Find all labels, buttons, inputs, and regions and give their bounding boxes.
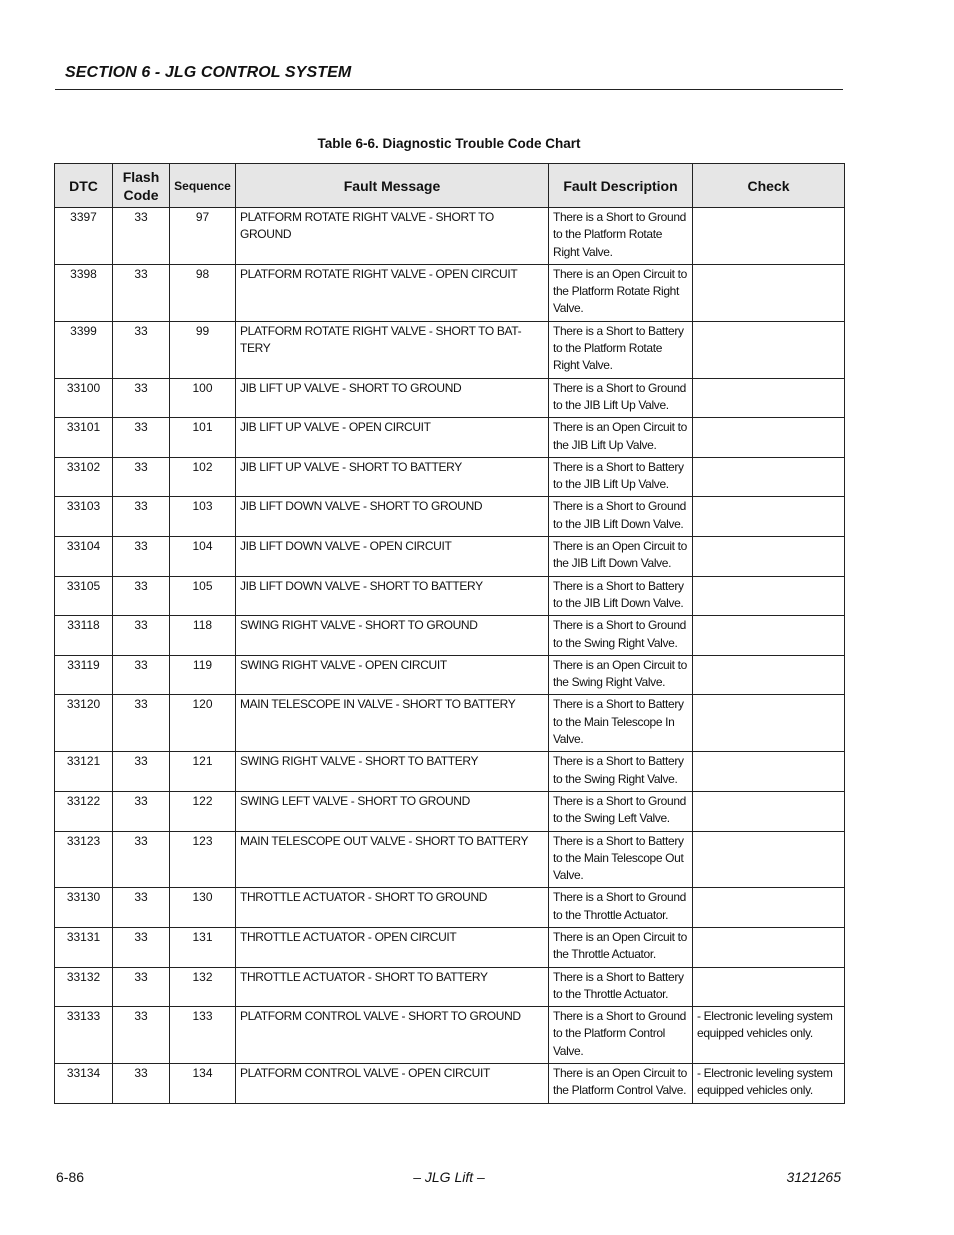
table-row — [55, 967, 845, 1007]
cell-dtc: 33123 — [55, 831, 113, 888]
cell-sequence: 122 — [170, 791, 236, 831]
cell-fault-message: PLATFORM ROTATE RIGHT VALVE - SHORT TO BAT-TERY — [236, 321, 549, 378]
cell-flash-code: 33 — [113, 1007, 170, 1064]
cell-fault-description: There is an Open Circuit to the Platform Control Valve. — [549, 1064, 693, 1104]
cell-check — [693, 576, 845, 616]
column-header-dtc: DTC — [55, 164, 113, 208]
cell-flash-code: 33 — [113, 457, 170, 497]
table-row — [55, 576, 845, 616]
cell-fault-description: There is a Short to Ground to the Platform Rotate Right Valve. — [549, 208, 693, 265]
table-row — [55, 537, 845, 577]
cell-flash-code: 33 — [113, 888, 170, 928]
cell-check: - Electronic leveling system equipped vehicles only. — [693, 1007, 845, 1064]
cell-sequence: 99 — [170, 321, 236, 378]
cell-sequence: 105 — [170, 576, 236, 616]
page-number: 6-86 — [56, 1169, 85, 1185]
table-row — [55, 927, 845, 967]
cell-flash-code: 33 — [113, 831, 170, 888]
cell-check — [693, 264, 845, 321]
table-row — [55, 457, 845, 497]
table-row — [55, 616, 845, 656]
cell-fault-message: PLATFORM CONTROL VALVE - SHORT TO GROUND — [236, 1007, 549, 1064]
cell-sequence: 98 — [170, 264, 236, 321]
cell-check — [693, 831, 845, 888]
cell-sequence: 121 — [170, 752, 236, 792]
cell-sequence: 103 — [170, 497, 236, 537]
cell-dtc: 33131 — [55, 927, 113, 967]
cell-fault-message: JIB LIFT UP VALVE - SHORT TO BATTERY — [236, 457, 549, 497]
cell-dtc: 33119 — [55, 655, 113, 695]
cell-check — [693, 967, 845, 1007]
cell-flash-code: 33 — [113, 791, 170, 831]
cell-dtc: 3397 — [55, 208, 113, 265]
table-row — [55, 1064, 845, 1104]
cell-fault-description: There is an Open Circuit to the JIB Lift Up Valve. — [549, 418, 693, 458]
cell-fault-message: JIB LIFT DOWN VALVE - OPEN CIRCUIT — [236, 537, 549, 577]
cell-check — [693, 927, 845, 967]
cell-fault-message: PLATFORM ROTATE RIGHT VALVE - SHORT TO GROUND — [236, 208, 549, 265]
cell-dtc: 33132 — [55, 967, 113, 1007]
cell-flash-code: 33 — [113, 927, 170, 967]
cell-dtc: 33100 — [55, 378, 113, 418]
table-row — [55, 264, 845, 321]
cell-check — [693, 537, 845, 577]
cell-flash-code: 33 — [113, 378, 170, 418]
cell-check — [693, 616, 845, 656]
cell-flash-code: 33 — [113, 576, 170, 616]
cell-dtc: 3399 — [55, 321, 113, 378]
cell-fault-message: THROTTLE ACTUATOR - OPEN CIRCUIT — [236, 927, 549, 967]
cell-fault-message: THROTTLE ACTUATOR - SHORT TO GROUND — [236, 888, 549, 928]
table-row — [55, 378, 845, 418]
cell-fault-description: There is a Short to Ground to the Platform Control Valve. — [549, 1007, 693, 1064]
cell-fault-description: There is an Open Circuit to the JIB Lift Down Valve. — [549, 537, 693, 577]
cell-sequence: 131 — [170, 927, 236, 967]
cell-dtc: 33121 — [55, 752, 113, 792]
table-title: Table 6-6. Diagnostic Trouble Code Chart — [317, 136, 581, 151]
cell-check — [693, 457, 845, 497]
cell-fault-description: There is a Short to Ground to the Swing Right Valve. — [549, 616, 693, 656]
cell-sequence: 102 — [170, 457, 236, 497]
table-row — [55, 655, 845, 695]
cell-fault-description: There is a Short to Ground to the Swing Left Valve. — [549, 791, 693, 831]
cell-fault-description: There is a Short to Battery to the JIB Lift Up Valve. — [549, 457, 693, 497]
cell-flash-code: 33 — [113, 321, 170, 378]
cell-sequence: 104 — [170, 537, 236, 577]
table-row — [55, 497, 845, 537]
table-row — [55, 752, 845, 792]
cell-flash-code: 33 — [113, 497, 170, 537]
cell-dtc: 33130 — [55, 888, 113, 928]
cell-dtc: 33101 — [55, 418, 113, 458]
cell-fault-message: SWING RIGHT VALVE - OPEN CIRCUIT — [236, 655, 549, 695]
cell-flash-code: 33 — [113, 616, 170, 656]
cell-sequence: 134 — [170, 1064, 236, 1104]
cell-dtc: 33134 — [55, 1064, 113, 1104]
cell-dtc: 33122 — [55, 791, 113, 831]
cell-check — [693, 378, 845, 418]
column-header-check: Check — [693, 164, 845, 208]
footer-publisher: – JLG Lift – — [413, 1169, 485, 1185]
cell-flash-code: 33 — [113, 1064, 170, 1104]
table-row — [55, 831, 845, 888]
table-row — [55, 208, 845, 265]
cell-check — [693, 418, 845, 458]
cell-fault-description: There is a Short to Battery to the Platform Rotate Right Valve. — [549, 321, 693, 378]
cell-sequence: 123 — [170, 831, 236, 888]
cell-dtc: 33103 — [55, 497, 113, 537]
cell-fault-message: MAIN TELESCOPE IN VALVE - SHORT TO BATTERY — [236, 695, 549, 752]
cell-fault-description: There is an Open Circuit to the Platform Rotate Right Valve. — [549, 264, 693, 321]
cell-dtc: 33105 — [55, 576, 113, 616]
cell-flash-code: 33 — [113, 537, 170, 577]
cell-fault-message: SWING RIGHT VALVE - SHORT TO GROUND — [236, 616, 549, 656]
cell-fault-description: There is a Short to Ground to the JIB Lift Up Valve. — [549, 378, 693, 418]
cell-sequence: 133 — [170, 1007, 236, 1064]
table-row — [55, 791, 845, 831]
cell-sequence: 132 — [170, 967, 236, 1007]
cell-check — [693, 208, 845, 265]
cell-check — [693, 321, 845, 378]
cell-fault-message: THROTTLE ACTUATOR - SHORT TO BATTERY — [236, 967, 549, 1007]
cell-fault-description: There is a Short to Battery to the Main Telescope Out Valve. — [549, 831, 693, 888]
cell-check — [693, 655, 845, 695]
cell-fault-message: MAIN TELESCOPE OUT VALVE - SHORT TO BATTERY — [236, 831, 549, 888]
cell-sequence: 118 — [170, 616, 236, 656]
column-header-flash-code: Flash Code — [113, 164, 170, 208]
cell-check — [693, 695, 845, 752]
cell-sequence: 97 — [170, 208, 236, 265]
cell-sequence: 100 — [170, 378, 236, 418]
cell-dtc: 3398 — [55, 264, 113, 321]
section-header: SECTION 6 - JLG CONTROL SYSTEM — [65, 64, 352, 81]
cell-fault-message: JIB LIFT DOWN VALVE - SHORT TO GROUND — [236, 497, 549, 537]
cell-check — [693, 497, 845, 537]
cell-flash-code: 33 — [113, 264, 170, 321]
cell-sequence: 119 — [170, 655, 236, 695]
cell-fault-message: PLATFORM ROTATE RIGHT VALVE - OPEN CIRCUIT — [236, 264, 549, 321]
table-body — [55, 208, 845, 1104]
cell-fault-description: There is an Open Circuit to the Swing Right Valve. — [549, 655, 693, 695]
cell-fault-description: There is a Short to Battery to the Swing Right Valve. — [549, 752, 693, 792]
cell-dtc: 33118 — [55, 616, 113, 656]
cell-fault-description: There is a Short to Battery to the Main Telescope In Valve. — [549, 695, 693, 752]
table-row — [55, 695, 845, 752]
table-row — [55, 1007, 845, 1064]
cell-fault-message: JIB LIFT UP VALVE - SHORT TO GROUND — [236, 378, 549, 418]
cell-dtc: 33104 — [55, 537, 113, 577]
cell-fault-description: There is an Open Circuit to the Throttle Actuator. — [549, 927, 693, 967]
cell-dtc: 33102 — [55, 457, 113, 497]
cell-fault-description: There is a Short to Ground to the JIB Lift Down Valve. — [549, 497, 693, 537]
cell-dtc: 33133 — [55, 1007, 113, 1064]
cell-fault-message: SWING RIGHT VALVE - SHORT TO BATTERY — [236, 752, 549, 792]
cell-fault-message: PLATFORM CONTROL VALVE - OPEN CIRCUIT — [236, 1064, 549, 1104]
cell-fault-description: There is a Short to Ground to the Throttle Actuator. — [549, 888, 693, 928]
cell-sequence: 130 — [170, 888, 236, 928]
cell-flash-code: 33 — [113, 418, 170, 458]
cell-check — [693, 752, 845, 792]
cell-flash-code: 33 — [113, 695, 170, 752]
cell-fault-message: SWING LEFT VALVE - SHORT TO GROUND — [236, 791, 549, 831]
dtc-table — [54, 163, 845, 1104]
cell-flash-code: 33 — [113, 208, 170, 265]
cell-sequence: 120 — [170, 695, 236, 752]
column-header-sequence: Sequence — [170, 164, 236, 208]
cell-sequence: 101 — [170, 418, 236, 458]
cell-fault-description: There is a Short to Battery to the JIB Lift Down Valve. — [549, 576, 693, 616]
cell-check — [693, 791, 845, 831]
table-header-row — [55, 164, 845, 208]
cell-dtc: 33120 — [55, 695, 113, 752]
cell-check: - Electronic leveling system equipped vehicles only. — [693, 1064, 845, 1104]
cell-fault-description: There is a Short to Battery to the Throttle Actuator. — [549, 967, 693, 1007]
column-header-fault-description: Fault Description — [549, 164, 693, 208]
cell-flash-code: 33 — [113, 655, 170, 695]
cell-flash-code: 33 — [113, 752, 170, 792]
column-header-fault-message: Fault Message — [236, 164, 549, 208]
table-row — [55, 888, 845, 928]
cell-flash-code: 33 — [113, 967, 170, 1007]
header-rule — [55, 89, 843, 90]
table-row — [55, 321, 845, 378]
table-row — [55, 418, 845, 458]
cell-fault-message: JIB LIFT DOWN VALVE - SHORT TO BATTERY — [236, 576, 549, 616]
document-number: 3121265 — [786, 1169, 841, 1185]
cell-check — [693, 888, 845, 928]
cell-fault-message: JIB LIFT UP VALVE - OPEN CIRCUIT — [236, 418, 549, 458]
